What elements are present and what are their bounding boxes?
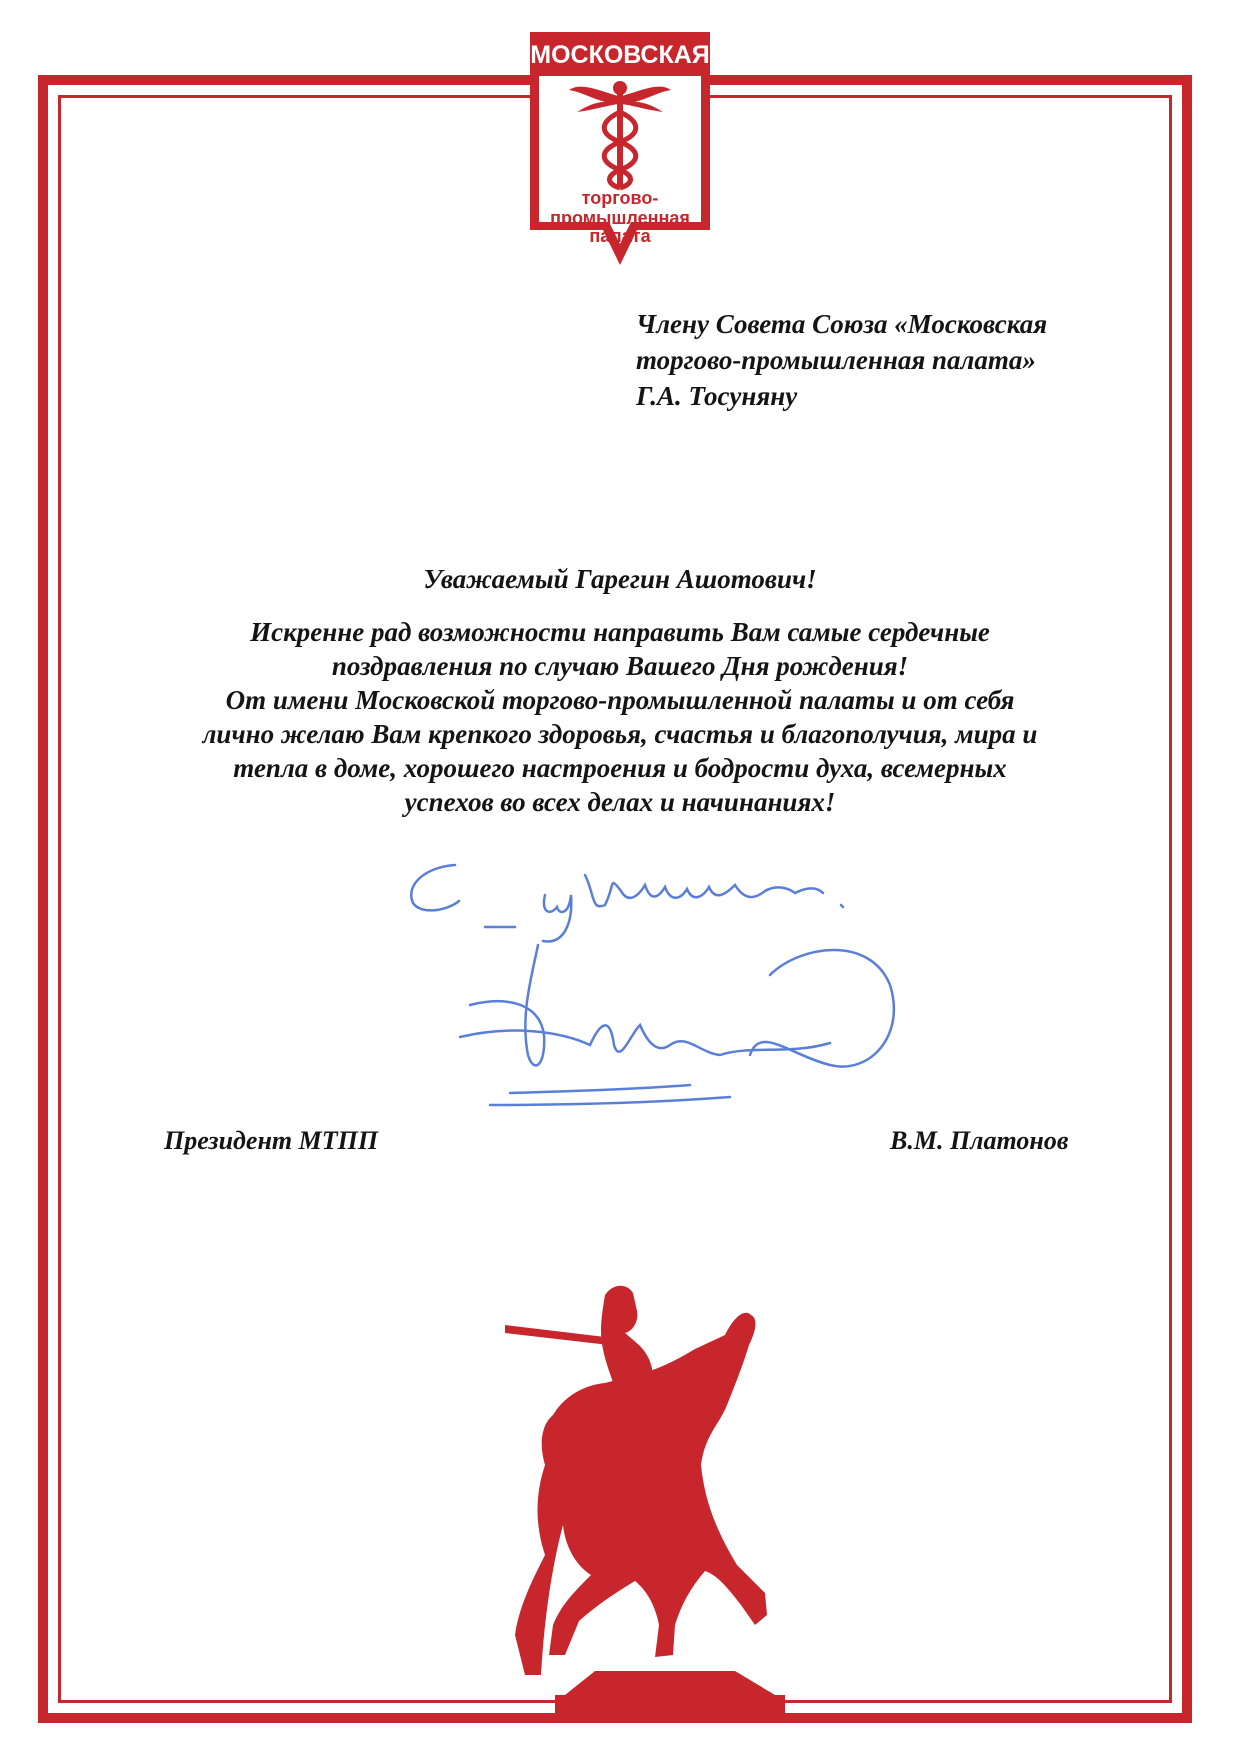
- addressee-line: Члену Совета Союза «Московская: [636, 309, 1048, 339]
- signature: [450, 905, 970, 1140]
- signatory-title: Президент МТПП: [164, 1126, 379, 1155]
- greeting: Уважаемый Гарегин Ашотович!: [423, 564, 817, 594]
- equestrian-monument-icon: [505, 1275, 810, 1715]
- addressee-line: торгово-промышленная палата»: [636, 345, 1036, 375]
- chamber-logo-shield: [525, 30, 715, 270]
- chamber-logo: [525, 30, 715, 270]
- letter-body: [150, 615, 1090, 819]
- addressee-name: Г.А. Тосуняну: [636, 381, 798, 411]
- logo-line-2: промышленная: [550, 208, 690, 228]
- letter-line: От имени Московской торгово-промышленной палаты и от себя: [225, 685, 1015, 715]
- letter-line: поздравления по случаю Вашего Дня рождения!: [331, 651, 909, 681]
- logo-line-1: торгово-: [581, 188, 659, 208]
- logo-line-3: палата: [589, 226, 651, 246]
- letter-line: Искренне рад возможности направить Вам самые сердечные: [250, 617, 990, 647]
- letter-line: тепла в доме, хорошего настроения и бодрости духа, всемерных: [233, 753, 1007, 783]
- addressee-block: [636, 306, 1047, 414]
- letter-line: лично желаю Вам крепкого здоровья, счастья и благополучия, мира и: [202, 719, 1038, 749]
- letter-line: успехов во всех делах и начинаниях!: [404, 787, 836, 817]
- logo-top-word: МОСКОВСКАЯ: [530, 41, 710, 69]
- signatory-name: В.М. Платонов: [890, 1126, 1069, 1155]
